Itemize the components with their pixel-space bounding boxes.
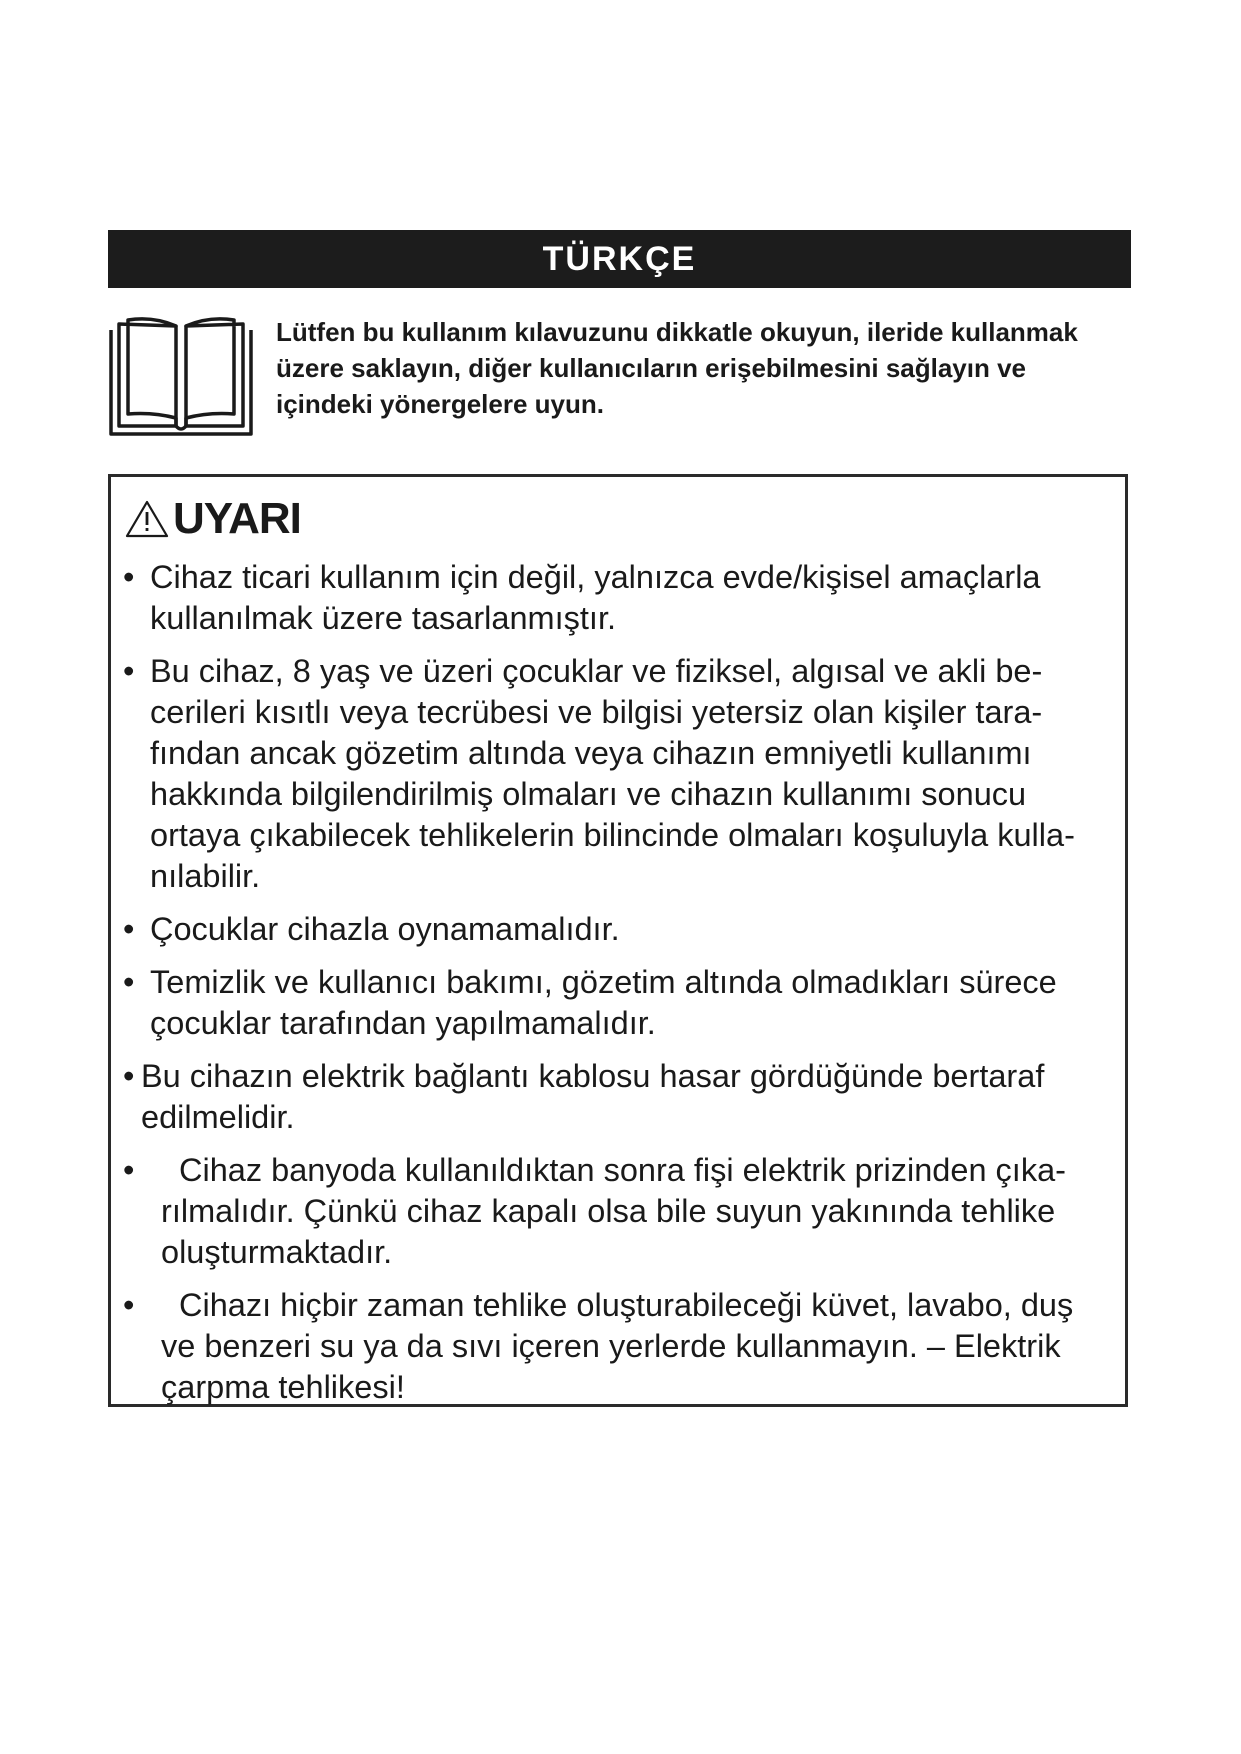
item-line: Cihaz banyoda kullanıldıktan sonra fişi elektrik prizinden çıka- [179,1152,1066,1188]
item-line: ve benzeri su ya da sıvı içeren yerlerde kullanmayın. – Elektrik [161,1328,1061,1364]
bullet: • [123,559,135,595]
item-line: nılabilir. [150,858,261,894]
language-label: TÜRKÇE [542,239,697,278]
bullet: • [123,653,135,689]
list-item [123,651,1123,897]
list-item [123,909,1123,950]
intro-line: üzere saklayın, diğer kullanıcıların erişebilmesini sağlayın ve [276,353,1027,383]
language-header [108,230,1131,288]
item-line: Çocuklar cihazla oynamamalıdır. [150,911,620,947]
item-line: Bu cihaz, 8 yaş ve üzeri çocuklar ve fiziksel, algısal ve akli be- [150,653,1043,689]
bullet: • [123,911,135,947]
bullet: • [123,1058,135,1094]
item-line: Cihazı hiçbir zaman tehlike oluşturabileceği küvet, lavabo, duş [179,1287,1074,1323]
bullet: • [123,1152,135,1188]
intro-text [276,314,1132,422]
item-line: rılmalıdır. Çünkü cihaz kapalı olsa bile suyun yakınında tehlike [161,1193,1056,1229]
item-line: ortaya çıkabilecek tehlikelerin bilincinde olmaları koşuluyla kulla- [150,817,1075,853]
item-line: Temizlik ve kullanıcı bakımı, gözetim altında olmadıkları sürece [150,964,1057,1000]
item-line: Bu cihazın elektrik bağlantı kablosu hasar gördüğünde bertaraf [141,1058,1045,1094]
list-item [123,1150,1123,1273]
item-line: çarpma tehlikesi! [161,1369,405,1405]
item-line: çocuklar tarafından yapılmamalıdır. [150,1005,656,1041]
warning-title: UYARI [173,494,301,543]
warning-box [108,474,1128,1407]
bullet: • [123,964,135,1000]
item-line: hakkında bilgilendirilmiş olmaları ve cihazın kullanımı sonucu [150,776,1027,812]
intro-line: içindeki yönergelere uyun. [276,389,604,419]
list-item [123,557,1123,639]
list-item [123,1056,1123,1138]
item-line: Cihaz ticari kullanım için değil, yalnızca evde/kişisel amaçlarla [150,559,1041,595]
list-item [123,962,1123,1044]
intro-section [108,314,1131,446]
list-item [123,1285,1123,1408]
item-line: edilmelidir. [141,1099,295,1135]
open-book-icon [108,314,254,438]
warning-heading [125,491,301,547]
warning-triangle-icon [125,499,169,539]
warning-list [123,557,1123,1420]
item-line: cerileri kısıtlı veya tecrübesi ve bilgisi yetersiz olan kişiler tara- [150,694,1043,730]
bullet: • [123,1287,135,1323]
item-line: fından ancak gözetim altında veya cihazın emniyetli kullanımı [150,735,1032,771]
item-line: oluşturmaktadır. [161,1234,393,1270]
item-line: kullanılmak üzere tasarlanmıştır. [150,600,617,636]
intro-line: Lütfen bu kullanım kılavuzunu dikkatle okuyun, ileride kullanmak [276,317,1078,347]
